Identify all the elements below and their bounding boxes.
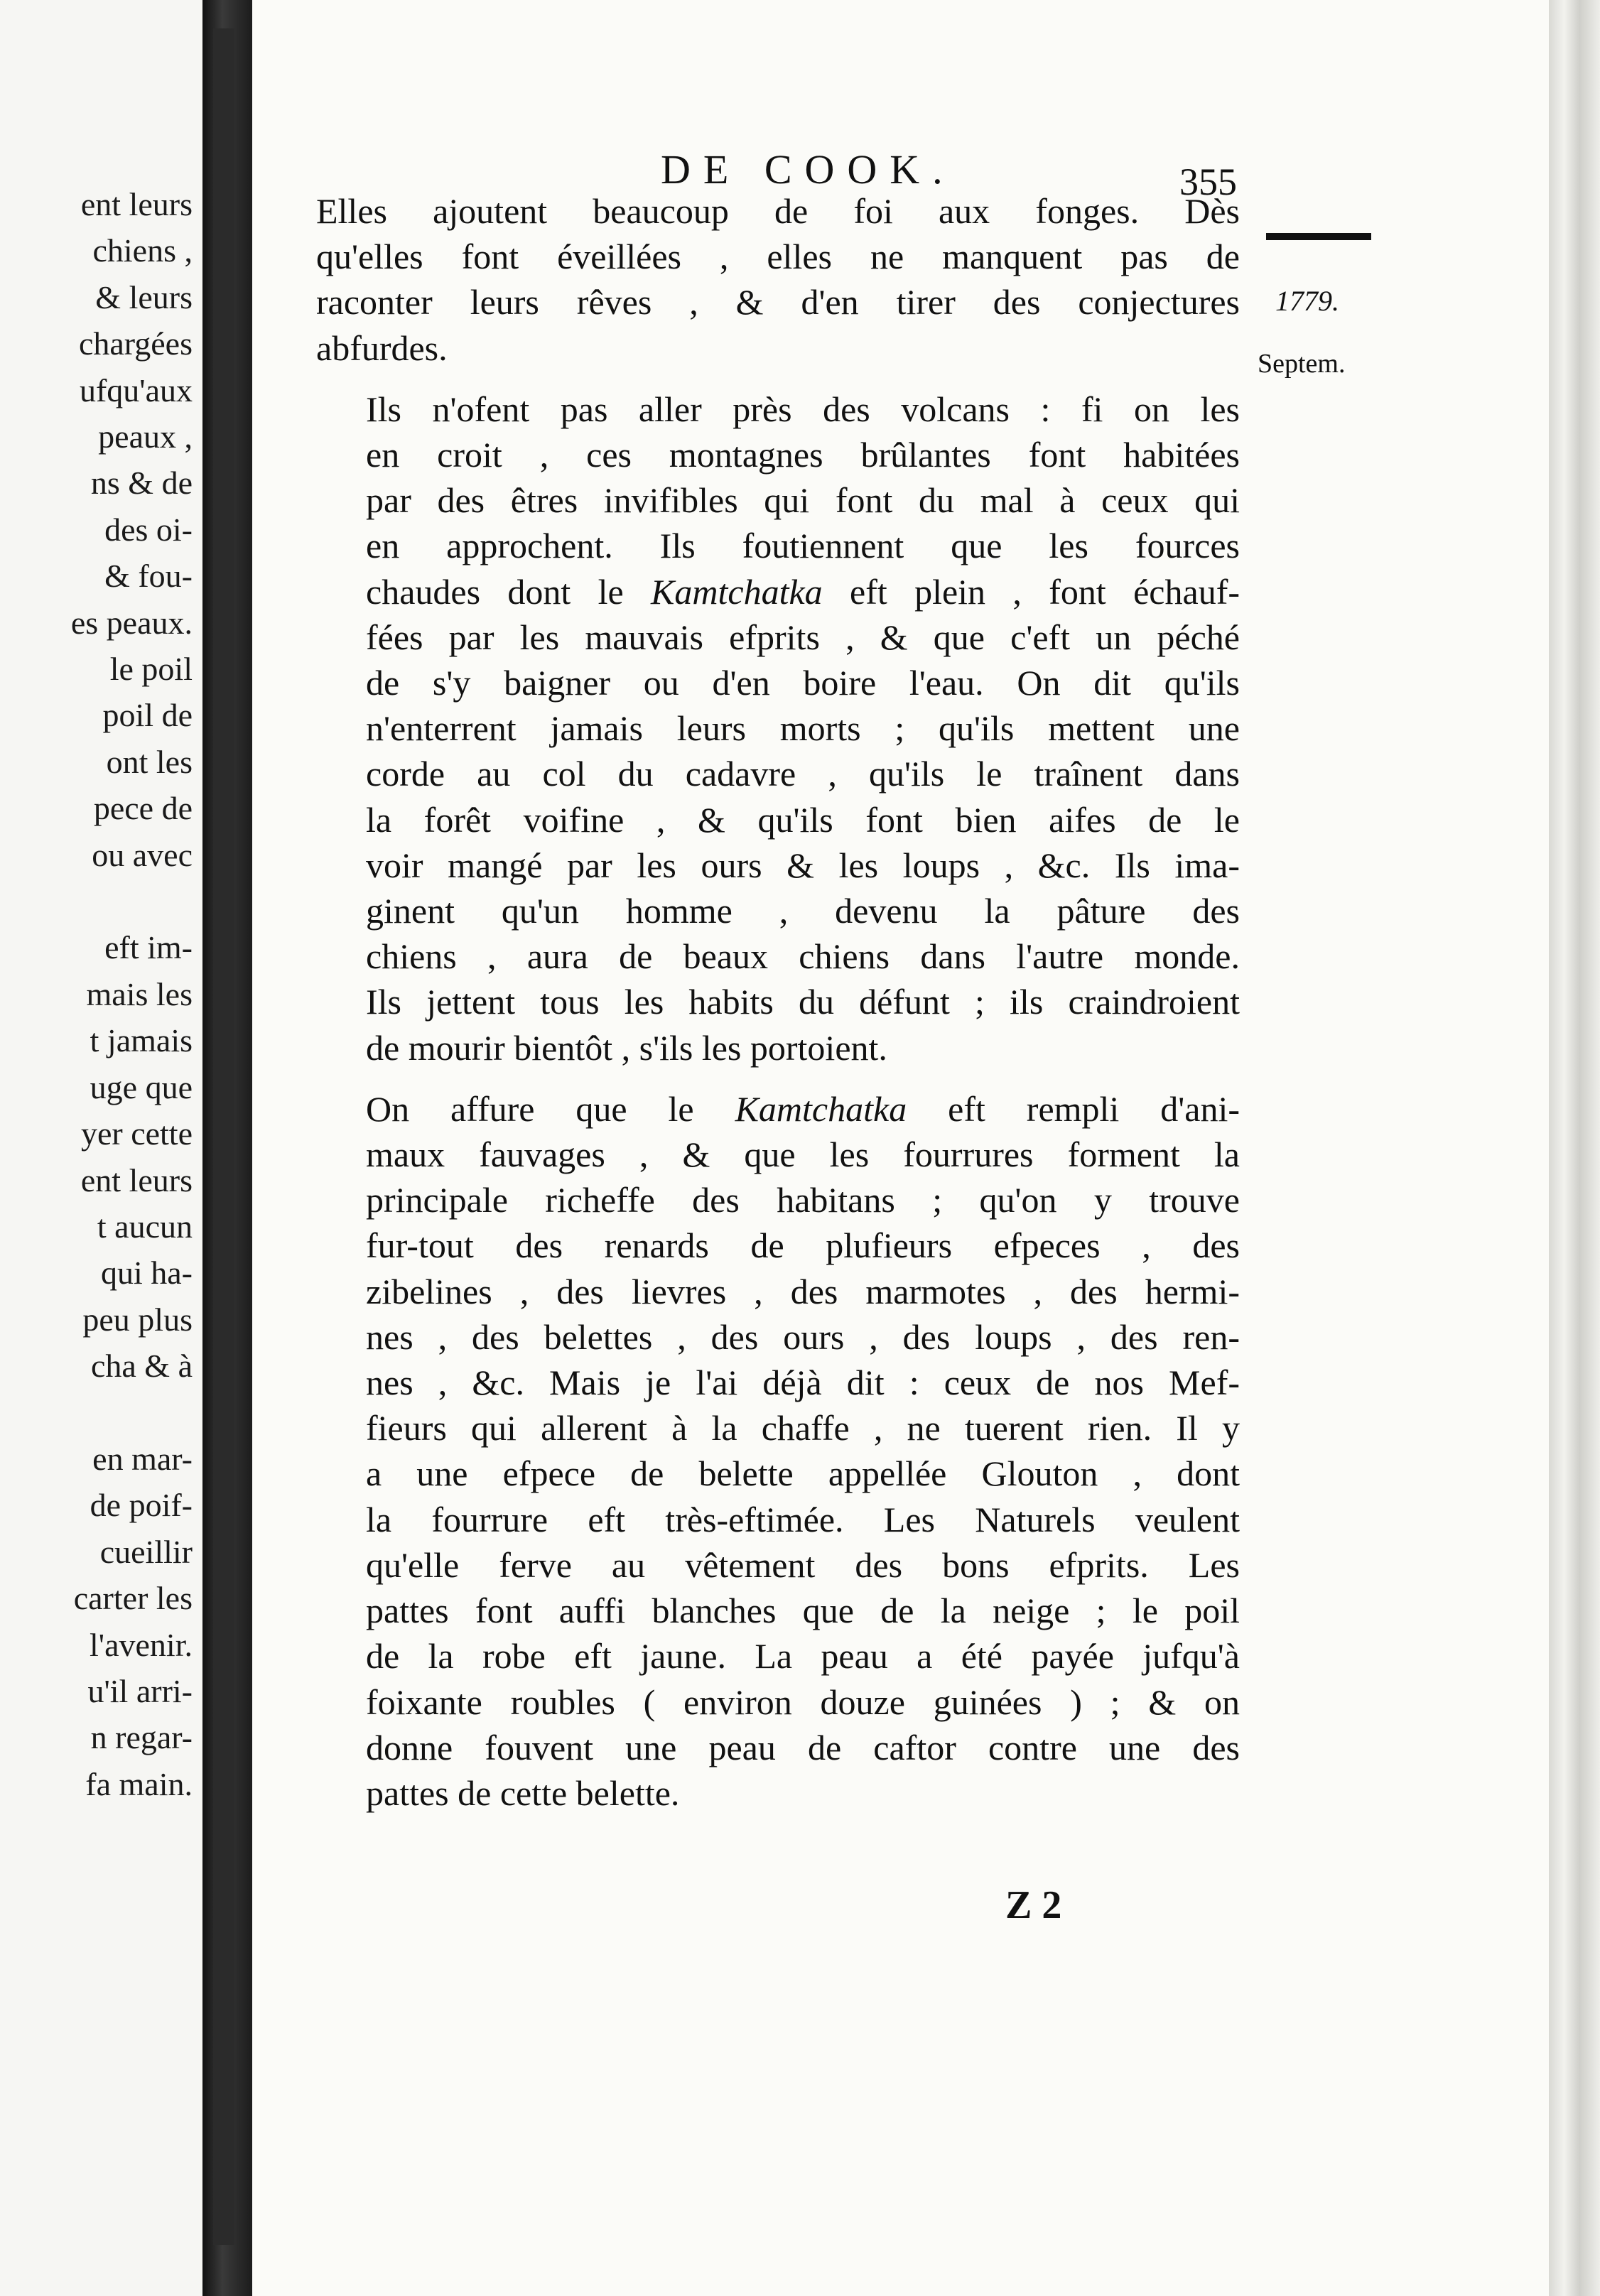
left-page-gap: [71, 878, 193, 924]
left-page-line: t aucun: [97, 1208, 193, 1245]
left-page-line: & fou-: [104, 558, 193, 595]
text-line: de mourir bientôt , s'ils les portoient.: [366, 1027, 887, 1068]
left-page-line: le poil: [109, 651, 193, 688]
text-line: raconter leurs rêves , & d'en tirer des conjectures: [316, 282, 1240, 323]
text-line: a une efpece de belette appellée Glouton , dont: [366, 1453, 1240, 1494]
paragraph: [316, 386, 1240, 1071]
left-page-line: poil de: [102, 697, 193, 734]
left-page-line: u'il arri-: [87, 1672, 193, 1709]
left-page-line: n regar-: [90, 1719, 193, 1756]
left-page-line: uge que: [90, 1068, 193, 1105]
left-page-line: chargées: [78, 325, 193, 362]
page-number: 355: [1179, 161, 1237, 203]
left-page-line: cha & à: [90, 1348, 193, 1385]
paragraph: [316, 1086, 1240, 1816]
text-line: chaudes dont le Kamtchatka eft plein , font échauf-: [366, 571, 1240, 612]
left-page-line: t jamais: [90, 1022, 193, 1059]
left-page-line: pece de: [93, 790, 193, 827]
text-line: donne fouvent une peau de caftor contre une des: [366, 1727, 1240, 1767]
gutter-shadow: [213, 28, 234, 2245]
left-page-line: ou avec: [92, 836, 193, 873]
text-line: Ils jettent tous les habits du défunt ; ils craindroient: [366, 982, 1240, 1022]
left-page-line: ont les: [106, 743, 193, 780]
left-page-line: ns & de: [90, 465, 193, 502]
left-page-line: eft im-: [104, 929, 193, 966]
text-line: pattes font auffi blanches que de la neige ; le poil: [366, 1591, 1240, 1631]
paragraph: [316, 188, 1240, 371]
left-page-line: chiens ,: [92, 232, 193, 269]
left-page-line: peu plus: [82, 1301, 193, 1338]
text-line: ginent qu'un homme , devenu la pâture des: [366, 891, 1240, 931]
text-line: la fourrure eft très-eftimée. Les Naturels veulent: [366, 1499, 1240, 1539]
text-line: fieurs qui allerent à la chaffe , ne tuerent rien. Il y: [366, 1408, 1240, 1448]
text-line: zibelines , des lievres , des marmotes , des hermi-: [366, 1271, 1240, 1311]
text-line: fées par les mauvais efprits , & que c'eft un péché: [366, 617, 1240, 657]
text-line: en approchent. Ils foutiennent que les fources: [366, 526, 1240, 566]
signature-mark: Z 2: [1005, 1883, 1062, 1927]
text-line: corde au col du cadavre , qu'ils le traînent dans: [366, 754, 1240, 794]
left-page-line: l'avenir.: [90, 1626, 193, 1663]
text-line: qu'elle ferve au vêtement des bons efprits. Les: [366, 1544, 1240, 1585]
text-line: foixante roubles ( environ douze guinées ) ; & on: [366, 1682, 1240, 1722]
text-line: On affure que le Kamtchatka eft rempli d'ani-: [366, 1088, 1240, 1129]
left-page-line: ent leurs: [80, 186, 193, 222]
text-line: nes , des belettes , des ours , des loups , des ren-: [366, 1316, 1240, 1357]
left-page-line: ufqu'aux: [79, 372, 193, 408]
text-line: qu'elles font éveillées , elles ne manquent pas de: [316, 237, 1240, 277]
left-page-gap: [71, 1390, 193, 1436]
left-page-line: carter les: [73, 1580, 193, 1617]
left-page-line: es peaux.: [70, 604, 193, 641]
text-line: n'enterrent jamais leurs morts ; qu'ils mettent une: [366, 708, 1240, 749]
text-line: par des êtres invifibles qui font du mal à ceux qui: [366, 480, 1240, 521]
left-page-line: cueillir: [99, 1533, 193, 1570]
text-line: en croit , ces montagnes brûlantes font habitées: [366, 435, 1240, 475]
margin-rule: [1266, 233, 1371, 240]
running-head: DE COOK.: [661, 146, 956, 193]
left-page-line: de poif-: [90, 1487, 193, 1524]
margin-month: Septem.: [1258, 349, 1346, 379]
text-line: Ils n'ofent pas aller près des volcans : fi on les: [366, 389, 1240, 429]
text-line: de la robe eft jaune. La peau a été payée jufqu'à: [366, 1636, 1240, 1677]
left-page-line: fa main.: [85, 1765, 193, 1802]
text-line: fur-tout des renards de plufieurs efpeces , des: [366, 1225, 1240, 1266]
left-page-line: ent leurs: [80, 1161, 193, 1198]
left-facing-page: [0, 0, 202, 2296]
left-page-text: [71, 181, 193, 1807]
text-line: voir mangé par les ours & les loups , &c. Ils ima-: [366, 845, 1240, 885]
left-page-line: & leurs: [95, 278, 193, 315]
text-line: la forêt voifine , & qu'ils font bien aifes de le: [366, 799, 1240, 840]
left-page-line: des oi-: [104, 511, 193, 548]
text-line: abfurdes.: [316, 327, 448, 368]
left-page-line: mais les: [86, 975, 193, 1012]
text-line: pattes de cette belette.: [366, 1772, 680, 1813]
page-edges: [1549, 0, 1600, 2296]
left-page-line: peaux ,: [98, 418, 193, 455]
body-text: [316, 188, 1240, 1816]
text-line: nes , &c. Mais je l'ai déjà dit : ceux de nos Mef-: [366, 1363, 1240, 1403]
margin-year: 1779.: [1275, 285, 1339, 317]
left-page-line: qui ha-: [100, 1255, 193, 1292]
text-line: Elles ajoutent beaucoup de foi aux fonges. Dès: [316, 191, 1240, 231]
text-line: maux fauvages , & que les fourrures forment la: [366, 1135, 1240, 1175]
text-line: chiens , aura de beaux chiens dans l'autre monde.: [366, 936, 1240, 977]
text-line: de s'y baigner ou d'en boire l'eau. On dit qu'ils: [366, 663, 1240, 703]
left-page-line: yer cette: [80, 1115, 193, 1152]
left-page-line: en mar-: [92, 1440, 193, 1477]
text-line: principale richeffe des habitans ; qu'on y trouve: [366, 1180, 1240, 1220]
